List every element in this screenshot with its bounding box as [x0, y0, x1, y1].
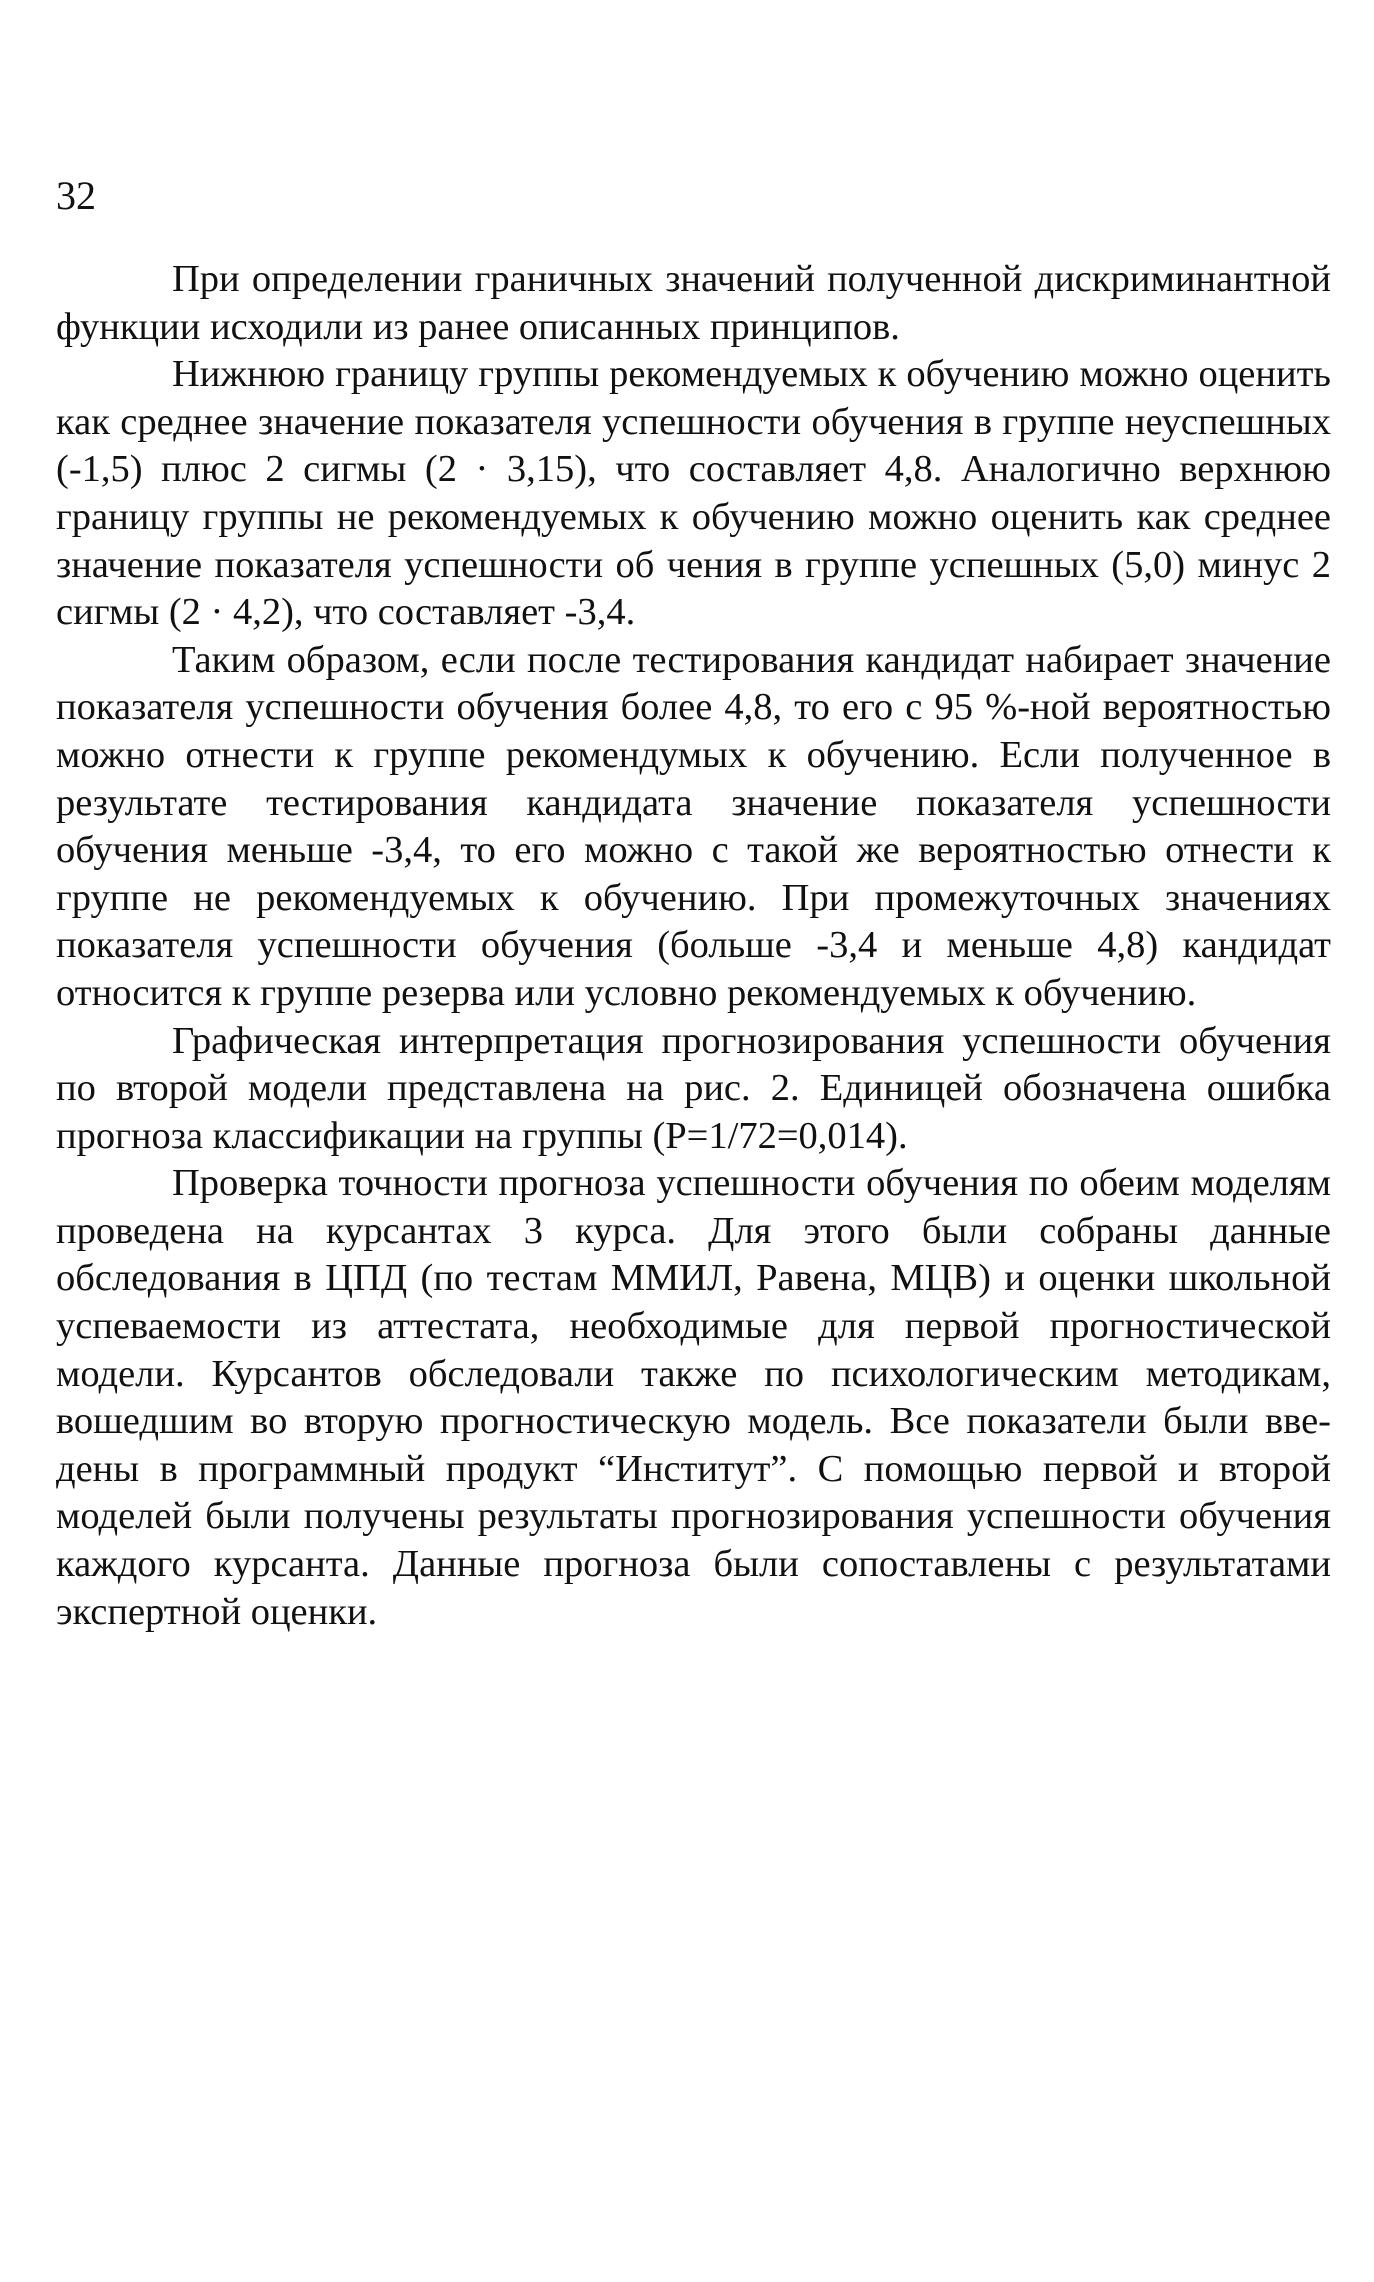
paragraph-graphic-interpretation: Графическая интерпретация прогнозирования успешности обучения по второй модели представлена на рис. 2. Единицей обозначена ошибка прогноза классификации на группы (P=1/72=0,014).	[56, 1019, 1331, 1157]
body-text	[56, 256, 1331, 1636]
paragraph-boundary-values: При определении граничных значений полученной дискриминантной функции исходили из ранее описанных принципов.	[56, 258, 1331, 348]
paragraph-lower-upper-bounds: Нижнюю границу группы рекомендуемых к обучению можно оценить как среднее значение показателя успешности обучения в группе неуспешных (-1,5) плюс 2 сигмы (2 · 3,15), что составляет 4,8. Аналогично верхнюю границу группы не рекомендуемых к обучению можно оценить как среднее значение показателя успешности об чения в группе успешных (5,0) минус 2 сигмы (2 · 4,2), что составляет -3,4.	[56, 353, 1331, 634]
paragraph-classification-rule: Таким образом, если после тестирования кандидат набирает значение показателя успешности обучения более 4,8, то его с 95 %-ной вероятностью можно отнести к группе рекомендумых к обучению. Если полученное в результате тестирования кандидата значение показателя успешности обучения меньше -3,4, то его можно с такой же вероятностью отнести к группе не рекомендуемых к обучению. При промежуточных значениях показателя успешности обучения (больше -3,4 и меньше 4,8) кандидат относится к группе резерва или условно рекомендуемых к обучению.	[56, 638, 1331, 1014]
paragraph-accuracy-check: Проверка точности прогноза успешности обучения по обеим моделям проведена на курсантах 3 курса. Для этого были собраны данные обследования в ЦПД (по тестам ММИЛ, Равена, МЦВ) и оценки школьной успеваемости из аттестата, необходимые для первой прогностической модели. Курсантов обследовали также по психологическим методикам, вошедшим во вторую прогностическую модель. Все показатели были введены в программный продукт “Институт”. С помощью первой и второй моделей были получены результаты прогнозирования успешности обучения каждого курсанта. Данные прогноза были сопоставлены с результатами экспертной оценки.	[56, 1162, 1331, 1633]
page-number: 32	[56, 173, 96, 218]
